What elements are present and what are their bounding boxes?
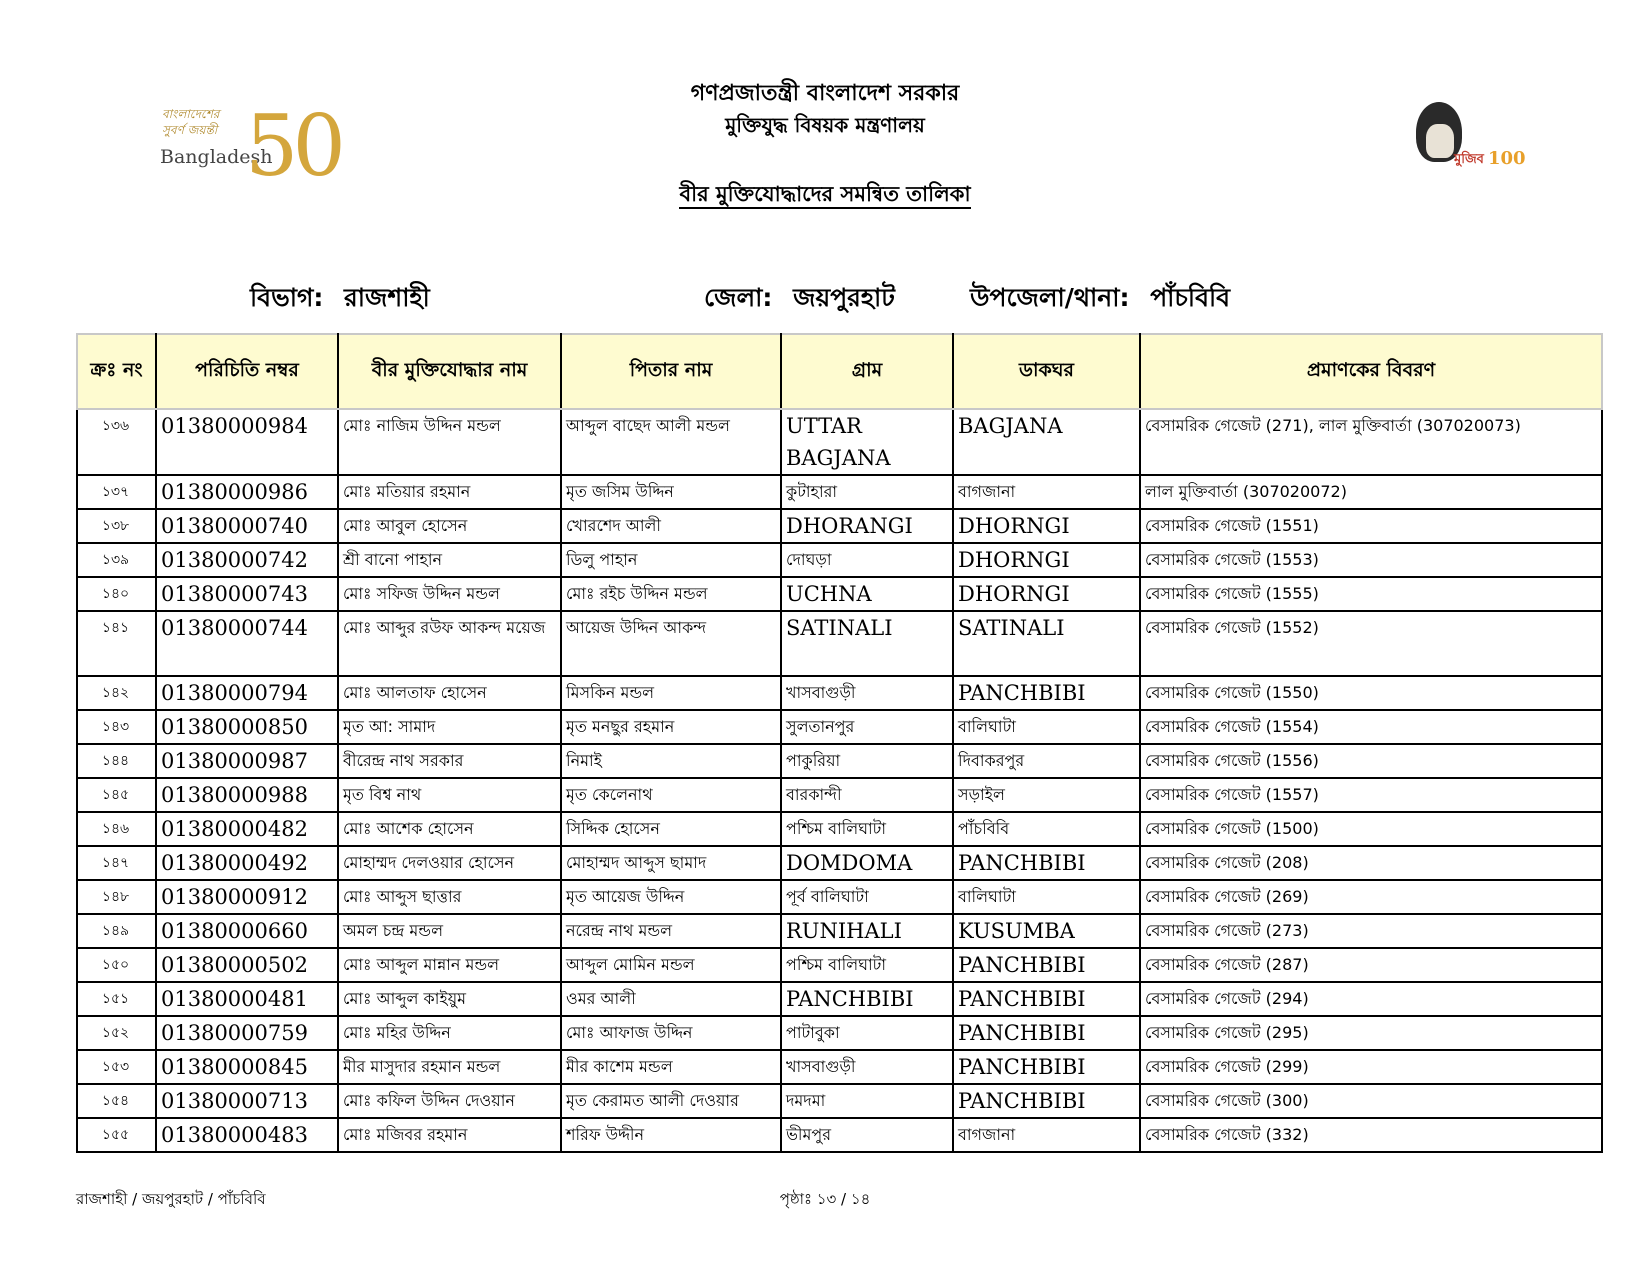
table-row <box>77 744 1602 778</box>
table-row <box>77 846 1602 880</box>
cell-father: আব্দুল মোমিন মন্ডল <box>561 948 781 982</box>
cell-id: 01380000743 <box>156 577 338 611</box>
cell-id: 01380000482 <box>156 812 338 846</box>
logo-line-2: সুবর্ণ জয়ন্তী <box>162 123 218 137</box>
col-name: বীর মুক্তিযোদ্ধার নাম <box>338 334 561 409</box>
cell-post: SATINALI <box>953 611 1140 676</box>
cell-proof: বেসামরিক গেজেট (1551) <box>1140 509 1602 543</box>
cell-serial: ১৪২ <box>77 676 156 710</box>
cell-id: 01380000912 <box>156 880 338 914</box>
cell-serial: ১৪১ <box>77 611 156 676</box>
upazila-label: উপজেলা/থানা: <box>970 283 1130 312</box>
cell-proof: বেসামরিক গেজেট (1500) <box>1140 812 1602 846</box>
cell-name: অমল চন্দ্র মন্ডল <box>338 914 561 948</box>
table-row <box>77 948 1602 982</box>
cell-post: PANCHBIBI <box>953 1084 1140 1118</box>
cell-father: মৃত কেলেনাথ <box>561 778 781 812</box>
cell-id: 01380000713 <box>156 1084 338 1118</box>
cell-father: ওমর আলী <box>561 982 781 1016</box>
cell-village: খাসবাগুড়ী <box>781 1050 953 1084</box>
cell-name: মৃত আ: সামাদ <box>338 710 561 744</box>
cell-post: DHORNGI <box>953 543 1140 577</box>
cell-village: বারকান্দী <box>781 778 953 812</box>
cell-post: পাঁচবিবি <box>953 812 1140 846</box>
cell-proof: বেসামরিক গেজেট (294) <box>1140 982 1602 1016</box>
cell-village: DOMDOMA <box>781 846 953 880</box>
cell-serial: ১৫৪ <box>77 1084 156 1118</box>
cell-serial: ১৫০ <box>77 948 156 982</box>
cell-name: মোঃ আব্দুস ছাত্তার <box>338 880 561 914</box>
col-proof: প্রমাণকের বিবরণ <box>1140 334 1602 409</box>
upazila-value: পাঁচবিবি <box>1150 283 1231 312</box>
cell-father: নিমাই <box>561 744 781 778</box>
cell-serial: ১৪৫ <box>77 778 156 812</box>
cell-serial: ১৫৩ <box>77 1050 156 1084</box>
cell-name: মোঃ কফিল উদ্দিন দেওয়ান <box>338 1084 561 1118</box>
cell-proof: বেসামরিক গেজেট (208) <box>1140 846 1602 880</box>
col-village: গ্রাম <box>781 334 953 409</box>
list-title-text: বীর মুক্তিযোদ্ধাদের সমন্বিত তালিকা <box>679 182 970 209</box>
cell-father: মৃত আয়েজ উদ্দিন <box>561 880 781 914</box>
cell-post: বাগজানা <box>953 475 1140 509</box>
cell-father: মীর কাশেম মন্ডল <box>561 1050 781 1084</box>
cell-father: মোহাম্মদ আব্দুস ছামাদ <box>561 846 781 880</box>
cell-post: PANCHBIBI <box>953 846 1140 880</box>
cell-proof: বেসামরিক গেজেট (1555) <box>1140 577 1602 611</box>
cell-id: 01380000759 <box>156 1016 338 1050</box>
cell-post: দিবাকরপুর <box>953 744 1140 778</box>
cell-post: বাগজানা <box>953 1118 1140 1152</box>
cell-serial: ১৪৪ <box>77 744 156 778</box>
logo-line-1: বাংলাদেশের <box>162 107 220 121</box>
cell-id: 01380000988 <box>156 778 338 812</box>
cell-village: SATINALI <box>781 611 953 676</box>
cell-serial: ১৪৬ <box>77 812 156 846</box>
table-row <box>77 577 1602 611</box>
table-row <box>77 509 1602 543</box>
cell-id: 01380000742 <box>156 543 338 577</box>
mujib-logo-text: মুজিব <box>1454 152 1484 167</box>
table-row <box>77 676 1602 710</box>
cell-id: 01380000845 <box>156 1050 338 1084</box>
mujib-logo-number: 100 <box>1488 148 1526 169</box>
table-row <box>77 475 1602 509</box>
table-row <box>77 880 1602 914</box>
logo-number: 50 <box>245 97 340 195</box>
cell-serial: ১৪০ <box>77 577 156 611</box>
cell-id: 01380000502 <box>156 948 338 982</box>
cell-proof: বেসামরিক গেজেট (1557) <box>1140 778 1602 812</box>
cell-post: PANCHBIBI <box>953 1050 1140 1084</box>
cell-proof: লাল মুক্তিবার্তা (307020072) <box>1140 475 1602 509</box>
cell-village: PANCHBIBI <box>781 982 953 1016</box>
cell-serial: ১৪৭ <box>77 846 156 880</box>
cell-father: মৃত জসিম উদ্দিন <box>561 475 781 509</box>
cell-proof: বেসামরিক গেজেট (299) <box>1140 1050 1602 1084</box>
cell-serial: ১৫১ <box>77 982 156 1016</box>
table-row <box>77 914 1602 948</box>
cell-post: সড়াইল <box>953 778 1140 812</box>
cell-village: কুটাহারা <box>781 475 953 509</box>
cell-post: DHORNGI <box>953 509 1140 543</box>
cell-name: মোঃ আব্দুল মান্নান মন্ডল <box>338 948 561 982</box>
cell-name: মোহাম্মদ দেলওয়ার হোসেন <box>338 846 561 880</box>
upazila-info <box>970 278 1230 310</box>
cell-id: 01380000483 <box>156 1118 338 1152</box>
col-id: পরিচিতি নম্বর <box>156 334 338 409</box>
ministry-title: মুক্তিযুদ্ধ বিষয়ক মন্ত্রণালয় <box>725 113 925 137</box>
cell-post: বালিঘাটা <box>953 880 1140 914</box>
mujib-100-logo <box>1410 100 1526 190</box>
cell-father: মৃত মনছুর রহমান <box>561 710 781 744</box>
cell-serial: ১৪৮ <box>77 880 156 914</box>
cell-serial: ১৩৭ <box>77 475 156 509</box>
cell-name: মোঃ নাজিম উদ্দিন মন্ডল <box>338 409 561 475</box>
cell-id: 01380000850 <box>156 710 338 744</box>
division-label: বিভাগ: <box>250 283 324 312</box>
cell-id: 01380000744 <box>156 611 338 676</box>
table-row <box>77 409 1602 475</box>
cell-id: 01380000987 <box>156 744 338 778</box>
cell-village: UCHNA <box>781 577 953 611</box>
cell-post: PANCHBIBI <box>953 982 1140 1016</box>
cell-name: শ্রী বানো পাহান <box>338 543 561 577</box>
cell-name: মোঃ আবুল হোসেন <box>338 509 561 543</box>
table-row <box>77 1118 1602 1152</box>
table-row <box>77 543 1602 577</box>
cell-father: শরিফ উদ্দীন <box>561 1118 781 1152</box>
col-post-office: ডাকঘর <box>953 334 1140 409</box>
cell-village: পাটাবুকা <box>781 1016 953 1050</box>
table-row <box>77 1050 1602 1084</box>
cell-id: 01380000492 <box>156 846 338 880</box>
cell-proof: বেসামরিক গেজেট (295) <box>1140 1016 1602 1050</box>
table-header-row <box>77 334 1602 409</box>
cell-village: পশ্চিম বালিঘাটা <box>781 948 953 982</box>
cell-father: মোঃ আফাজ উদ্দিন <box>561 1016 781 1050</box>
district-label: জেলা: <box>704 283 773 312</box>
cell-post: PANCHBIBI <box>953 1016 1140 1050</box>
cell-id: 01380000984 <box>156 409 338 475</box>
cell-father: ডিলু পাহান <box>561 543 781 577</box>
cell-proof: বেসামরিক গেজেট (271), লাল মুক্তিবার্তা (307020073) <box>1140 409 1602 475</box>
cell-village: ভীমপুর <box>781 1118 953 1152</box>
government-title: গণপ্রজাতন্ত্রী বাংলাদেশ সরকার <box>690 81 960 106</box>
cell-post: বালিঘাটা <box>953 710 1140 744</box>
cell-village: দমদমা <box>781 1084 953 1118</box>
cell-village: UTTAR BAGJANA <box>781 409 953 475</box>
cell-name: মোঃ সফিজ উদ্দিন মন্ডল <box>338 577 561 611</box>
cell-father: সিদ্দিক হোসেন <box>561 812 781 846</box>
cell-village: DHORANGI <box>781 509 953 543</box>
table-row <box>77 982 1602 1016</box>
cell-father: আব্দুল বাছেদ আলী মন্ডল <box>561 409 781 475</box>
col-serial: ক্রঃ নং <box>77 334 156 409</box>
table-row <box>77 812 1602 846</box>
cell-post: BAGJANA <box>953 409 1140 475</box>
table-row <box>77 778 1602 812</box>
district-info <box>704 278 895 310</box>
cell-proof: বেসামরিক গেজেট (1552) <box>1140 611 1602 676</box>
table-row <box>77 1084 1602 1118</box>
cell-proof: বেসামরিক গেজেট (332) <box>1140 1118 1602 1152</box>
cell-village: দোঘড়া <box>781 543 953 577</box>
cell-village: সুলতানপুর <box>781 710 953 744</box>
table-row <box>77 611 1602 676</box>
cell-serial: ১৩৬ <box>77 409 156 475</box>
logo-word: Bangladesh <box>160 146 273 168</box>
cell-name: বীরেন্দ্র নাথ সরকার <box>338 744 561 778</box>
freedom-fighters-table <box>76 333 1603 1153</box>
cell-name: মোঃ মতিয়ার রহমান <box>338 475 561 509</box>
table-row <box>77 710 1602 744</box>
cell-name: মীর মাসুদার রহমান মন্ডল <box>338 1050 561 1084</box>
cell-id: 01380000986 <box>156 475 338 509</box>
cell-father: মোঃ রইচ উদ্দিন মন্ডল <box>561 577 781 611</box>
cell-proof: বেসামরিক গেজেট (1554) <box>1140 710 1602 744</box>
cell-name: মোঃ আলতাফ হোসেন <box>338 676 561 710</box>
cell-serial: ১৩৯ <box>77 543 156 577</box>
cell-proof: বেসামরিক গেজেট (1550) <box>1140 676 1602 710</box>
cell-name: মোঃ আশেক হোসেন <box>338 812 561 846</box>
cell-proof: বেসামরিক গেজেট (1553) <box>1140 543 1602 577</box>
cell-post: PANCHBIBI <box>953 676 1140 710</box>
cell-name: মৃত বিশ্ব নাথ <box>338 778 561 812</box>
cell-name: মোঃ আব্দুর রউফ আকন্দ ময়েজ <box>338 611 561 676</box>
cell-proof: বেসামরিক গেজেট (287) <box>1140 948 1602 982</box>
cell-id: 01380000740 <box>156 509 338 543</box>
col-father: পিতার নাম <box>561 334 781 409</box>
cell-village: RUNIHALI <box>781 914 953 948</box>
cell-village: পূর্ব বালিঘাটা <box>781 880 953 914</box>
cell-post: DHORNGI <box>953 577 1140 611</box>
cell-father: মৃত কেরামত আলী দেওয়ার <box>561 1084 781 1118</box>
page-header <box>0 78 1650 140</box>
cell-serial: ১৫২ <box>77 1016 156 1050</box>
cell-village: পশ্চিম বালিঘাটা <box>781 812 953 846</box>
cell-id: 01380000794 <box>156 676 338 710</box>
cell-father: খোরশেদ আলী <box>561 509 781 543</box>
cell-village: খাসবাগুড়ী <box>781 676 953 710</box>
cell-proof: বেসামরিক গেজেট (269) <box>1140 880 1602 914</box>
cell-name: মোঃ মজিবর রহমান <box>338 1118 561 1152</box>
cell-proof: বেসামরিক গেজেট (273) <box>1140 914 1602 948</box>
cell-father: আয়েজ উদ্দিন আকন্দ <box>561 611 781 676</box>
cell-serial: ১৫৫ <box>77 1118 156 1152</box>
table-row <box>77 1016 1602 1050</box>
cell-id: 01380000660 <box>156 914 338 948</box>
cell-post: KUSUMBA <box>953 914 1140 948</box>
division-value: রাজশাহী <box>344 283 430 312</box>
cell-village: পাকুরিয়া <box>781 744 953 778</box>
cell-proof: বেসামরিক গেজেট (300) <box>1140 1084 1602 1118</box>
cell-name: মোঃ আব্দুল কাইয়ুম <box>338 982 561 1016</box>
cell-name: মোঃ মহির উদ্দিন <box>338 1016 561 1050</box>
cell-serial: ১৪৩ <box>77 710 156 744</box>
division-info <box>250 278 430 310</box>
cell-proof: বেসামরিক গেজেট (1556) <box>1140 744 1602 778</box>
list-title <box>0 178 1650 213</box>
cell-post: PANCHBIBI <box>953 948 1140 982</box>
cell-father: নরেন্দ্র নাথ মন্ডল <box>561 914 781 948</box>
cell-serial: ১৪৯ <box>77 914 156 948</box>
cell-id: 01380000481 <box>156 982 338 1016</box>
cell-serial: ১৩৮ <box>77 509 156 543</box>
footer-breadcrumb: রাজশাহী / জয়পুরহাট / পাঁচবিবি <box>76 1190 266 1208</box>
page-number: পৃষ্ঠাঃ ১৩ / ১৪ <box>779 1190 871 1208</box>
cell-father: মিসকিন মন্ডল <box>561 676 781 710</box>
district-value: জয়পুরহাট <box>793 283 895 312</box>
